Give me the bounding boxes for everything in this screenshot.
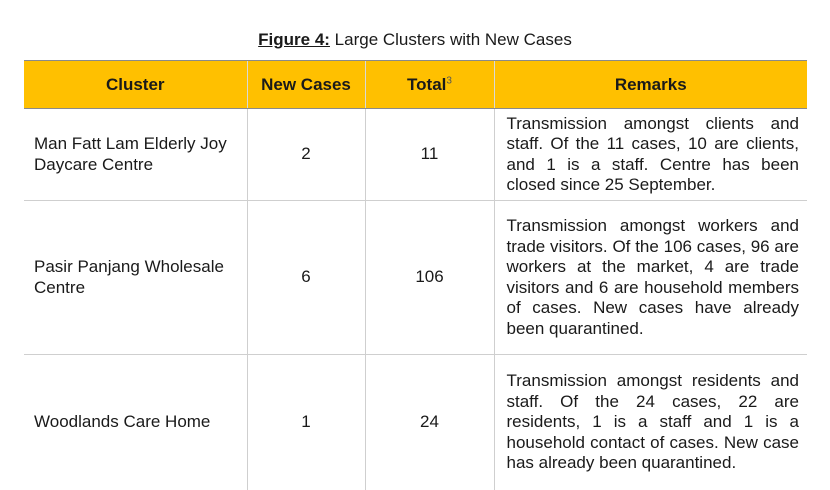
header-cluster: Cluster (24, 61, 247, 109)
header-total (365, 61, 494, 109)
table-header-row (24, 61, 807, 109)
cell-new-cases: 1 (247, 355, 365, 490)
header-remarks: Remarks (494, 61, 807, 109)
cell-total: 106 (365, 201, 494, 355)
clusters-table (24, 60, 807, 490)
cell-new-cases: 6 (247, 201, 365, 355)
header-new-cases: New Cases (247, 61, 365, 109)
cell-cluster: Man Fatt Lam Elderly Joy Daycare Centre (24, 109, 247, 201)
figure-caption (0, 29, 830, 51)
cell-remarks: Transmission amongst residents and staff. Of the 24 cases, 22 are residents, 1 is a staff and 1 is a household contact of cases. New case has already been quarantined. (494, 355, 807, 490)
table-row (24, 201, 807, 355)
figure-label: Figure 4: (258, 30, 330, 49)
cell-remarks: Transmission amongst workers and trade visitors. Of the 106 cases, 96 are workers at the market, 4 are trade visitors and 6 are household members of cases. New cases have already been quarantined. (494, 201, 807, 355)
cell-remarks: Transmission amongst clients and staff. Of the 11 cases, 10 are clients, and 1 is a staff. Centre has been closed since 25 September. (494, 109, 807, 201)
header-total-label: Total (407, 75, 446, 94)
table-row (24, 109, 807, 201)
cell-cluster: Woodlands Care Home (24, 355, 247, 490)
table-row (24, 355, 807, 490)
header-total-footnote: 3 (446, 75, 452, 86)
cell-new-cases: 2 (247, 109, 365, 201)
cell-total: 11 (365, 109, 494, 201)
cell-cluster: Pasir Panjang Wholesale Centre (24, 201, 247, 355)
figure-title: Large Clusters with New Cases (330, 30, 572, 49)
cell-total: 24 (365, 355, 494, 490)
